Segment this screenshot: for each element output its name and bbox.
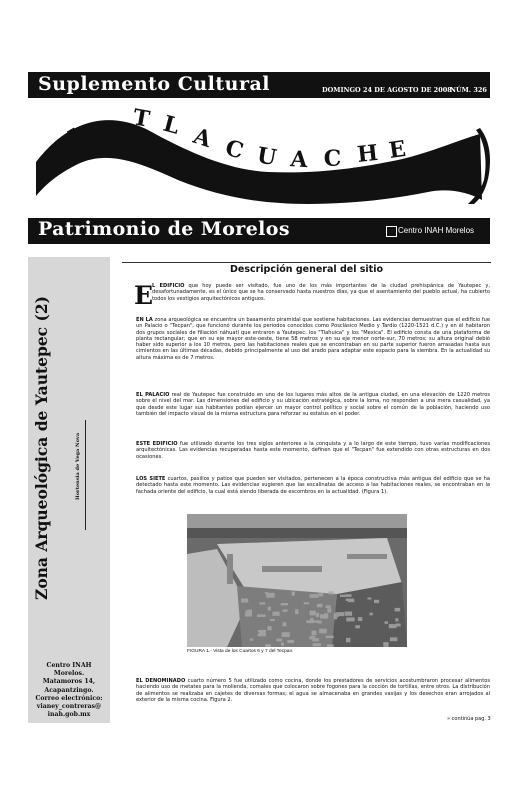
photo-stone [312,631,317,636]
sidebar-title: Zona Arqueológica de Yautepec (2) [32,296,51,600]
photo-stone [319,593,324,597]
photo-stone [320,614,328,618]
heading-rule [122,262,491,263]
masthead-letter: L [64,120,91,152]
lead-in: ESTE EDIFICIO [136,441,178,447]
contact-line: Acapantzingo. [44,686,94,694]
photo-wall-cap [262,566,322,572]
paragraph-text: fue utilizado durante los tres siglos anteriores a la conquista y a lo largo de este tiempo, tuvo varias modificaciones arquitectónicas. Las evidencias recuperadas hasta este momento, definen que el "Tecpan" fue extendido con otras estructuras en dos ocasiones. [136,441,490,460]
photo-stone [283,609,288,612]
masthead-letter: C [323,145,342,172]
photo-stone [306,620,313,623]
photo-stone [257,614,266,617]
photo-stone [385,621,389,624]
lead-in: EN LA [136,317,153,323]
photo-stone [337,612,345,616]
photo-stone [287,640,294,643]
photo-stone [327,644,334,647]
issue-number: NÚM. 326 [450,86,487,94]
contact-line: Centro INAH [46,662,92,669]
photo-caption: FIGURA 1.- Vista de los Cuartos 6 y 7 del Tecpan. [187,649,294,654]
paragraph-3 [136,441,490,460]
photo-wall-segment [227,554,233,584]
masthead-letter: H [355,139,380,168]
photo-stone [369,613,373,616]
photo-stone [326,636,334,638]
inah-logo-icon [386,226,397,237]
photo-stone [319,629,327,634]
photo-stone [241,599,248,603]
photo-stone [334,614,338,619]
photo-stone [374,600,379,603]
photo-stone [345,612,353,616]
masthead-letter: T [130,104,152,133]
section-title: Patrimonio de Morelos [38,218,290,240]
paragraph-text: cuarto número 5 fue utilizado como cocina, donde los prestadores de servicios acostumbraron procesar alimentos haciendo uso de metates para la molienda, comales que colocaron sobre fogones para la cocción de tortillas, entre otros. La distribución de alimentos se realizaba en cajetes de diversas formas; el agua se almacenaba en grandes vasijas y los desechos eran arrojados al exterior de la misma cocina. Figura 2. [136,678,491,703]
photo-stone [326,605,331,608]
masthead-letter: U [254,142,279,172]
photo-stone [281,643,284,646]
photo-stone [346,617,354,621]
photo-stone [270,619,275,621]
continues-link[interactable]: » continúa pag. 3 [447,716,491,722]
masthead-letter: E [387,135,408,164]
paragraph-text: cuartos, pasillos y patios que pueden ser visitados, pertenecen a la época constructiva más antigua del edificio que se ha detectado hasta este momento. Las evidencias sugieren que las escalinatas de acceso a las habitaciones reales, se encontraban en la fachada oriente del edificio, la cual está siendo liberada de escombros en la actualidad. (Figura 1). [136,476,490,495]
photo-stone [367,598,371,600]
paragraph-intro [152,283,490,302]
photo-stone [273,612,280,616]
contact-line: Matamoros 14, [42,678,96,686]
photo-stone [267,626,271,630]
photo-grass-strip [187,528,407,538]
photo-stone [295,609,299,614]
photo-stone [246,610,252,615]
lead-in: L EDIFICIO [152,283,185,289]
paragraph-4 [136,476,490,495]
paragraph-text: que hoy puede ser visitado, fue uno de los más importantes de la ciudad prehispánica de Yautepec y, desafortunadamente, es el único que se ha conservado hasta nuestros días, ya que el asentamiento del pueblo actual, ha cubierto todos los vestigios arquitectónicos antiguos. [152,283,490,302]
photo-stone [316,613,319,617]
masthead-letter: E [37,143,67,175]
paragraph-text: zona arqueológica se encuentra un basamento piramidal que sostiene habitaciones. Las evidencias demuestran que el edificio fue un Palacio o "Tecpan", que funcionó durante los periodos conocidos como Posclásico Medio y Tardío (1220-1521 d.C.) y en él habitaron dos grupos sociales de filiación náhuatl que entraron a Yautepec: los "Tlahuica" y los "Mexica". El edificio consta de una plataforma de planta rectangular; que en su eje mayor este-oeste, tiene 58 metros y en su eje menor norte-sur, 70 metros; su altura original debió haber sido superior a los 10 metros, pero las habitaciones reales que se encontraban en su parte superior fueron arrasadas hasta sus cimientos en las últimas décadas, debido principalmente al uso del arado para adaptar este espacio para la siembra. En la actualidad su altura máxima es de 7 metros. [136,317,490,361]
photo-stone [327,608,331,612]
photo-stone [383,642,388,647]
photo-stone [276,639,282,642]
contact-line: Correo electrónico: [35,694,103,702]
photo-stone [282,632,290,637]
sidebar-author: Hortensia de Vega Nova [75,432,81,500]
lead-in: EL DENOMINADO [136,678,186,684]
photo-stone [281,603,289,605]
ruins-photo [187,514,407,647]
contact-line: vianey_contreras@ [36,703,102,711]
inah-logo-text: Centro INAH Morelos [398,226,475,235]
photo-stone [265,592,269,594]
lead-in: EL PALACIO [136,392,170,398]
photo-stone [312,638,319,641]
photo-stone [317,604,322,608]
photo-stone [346,599,353,602]
contact-line: inah.gob.mx [47,711,91,719]
photo-stone [340,595,345,597]
photo-stone [259,630,266,635]
photo-stone [283,622,287,626]
masthead-letter: L [160,110,183,140]
issue-date: DOMINGO 24 DE AGOSTO DE 2008 [322,86,452,94]
photo-stone [312,620,320,622]
photo-stone [268,607,271,611]
photo-stone [389,624,397,628]
lead-in: LOS SIETE [136,476,166,482]
photo-stone [395,618,398,621]
paragraph-1 [136,317,490,361]
photo-stone [358,617,362,621]
photo-wall-segment [347,554,387,559]
drop-cap: E [134,281,154,310]
photo-stone [310,611,316,616]
photo-stone [390,637,398,641]
paragraph-2 [136,392,490,417]
photo-stone [346,594,352,597]
masthead-logo [28,100,490,216]
masthead-letter: A [190,122,215,153]
photo-stone [265,644,271,647]
photo-stone [396,624,401,627]
photo-stone [310,594,319,598]
photo-stone [329,591,334,594]
contact-line: Morelos. [53,670,85,678]
photo-stone [313,643,321,646]
photo-stone [346,638,350,643]
photo-stone [250,639,254,641]
masthead-letter: C [222,134,247,165]
paragraph-5 [136,678,490,703]
sidebar-divider [85,420,86,530]
photo-stone [304,602,309,604]
sidebar-contact [28,662,110,719]
article-heading: Descripción general del sitio [230,264,383,275]
photo-stone [292,592,295,596]
masthead-letter: A [289,146,309,174]
paragraph-text: real de Yautepec fue construido en uno de los lugares más altos de la antigua ciudad, en una elevación de 1220 metros sobre el nivel del mar. Las dimensiones del edificio y su ubicación estratégica, sobre la loma, no responden a una mera casualidad, ya que desde este lugar sus habitantes podían ejercer un mayor control político y social sobre el común de la población, haciendo uso también del impacto visual de la misma estructura para reforzar su estatus en el poder. [136,392,491,417]
supplement-title: Suplemento Cultural [38,73,270,95]
photo-stone [259,602,265,604]
photo-stone [355,625,360,628]
photo-stone [395,608,401,612]
